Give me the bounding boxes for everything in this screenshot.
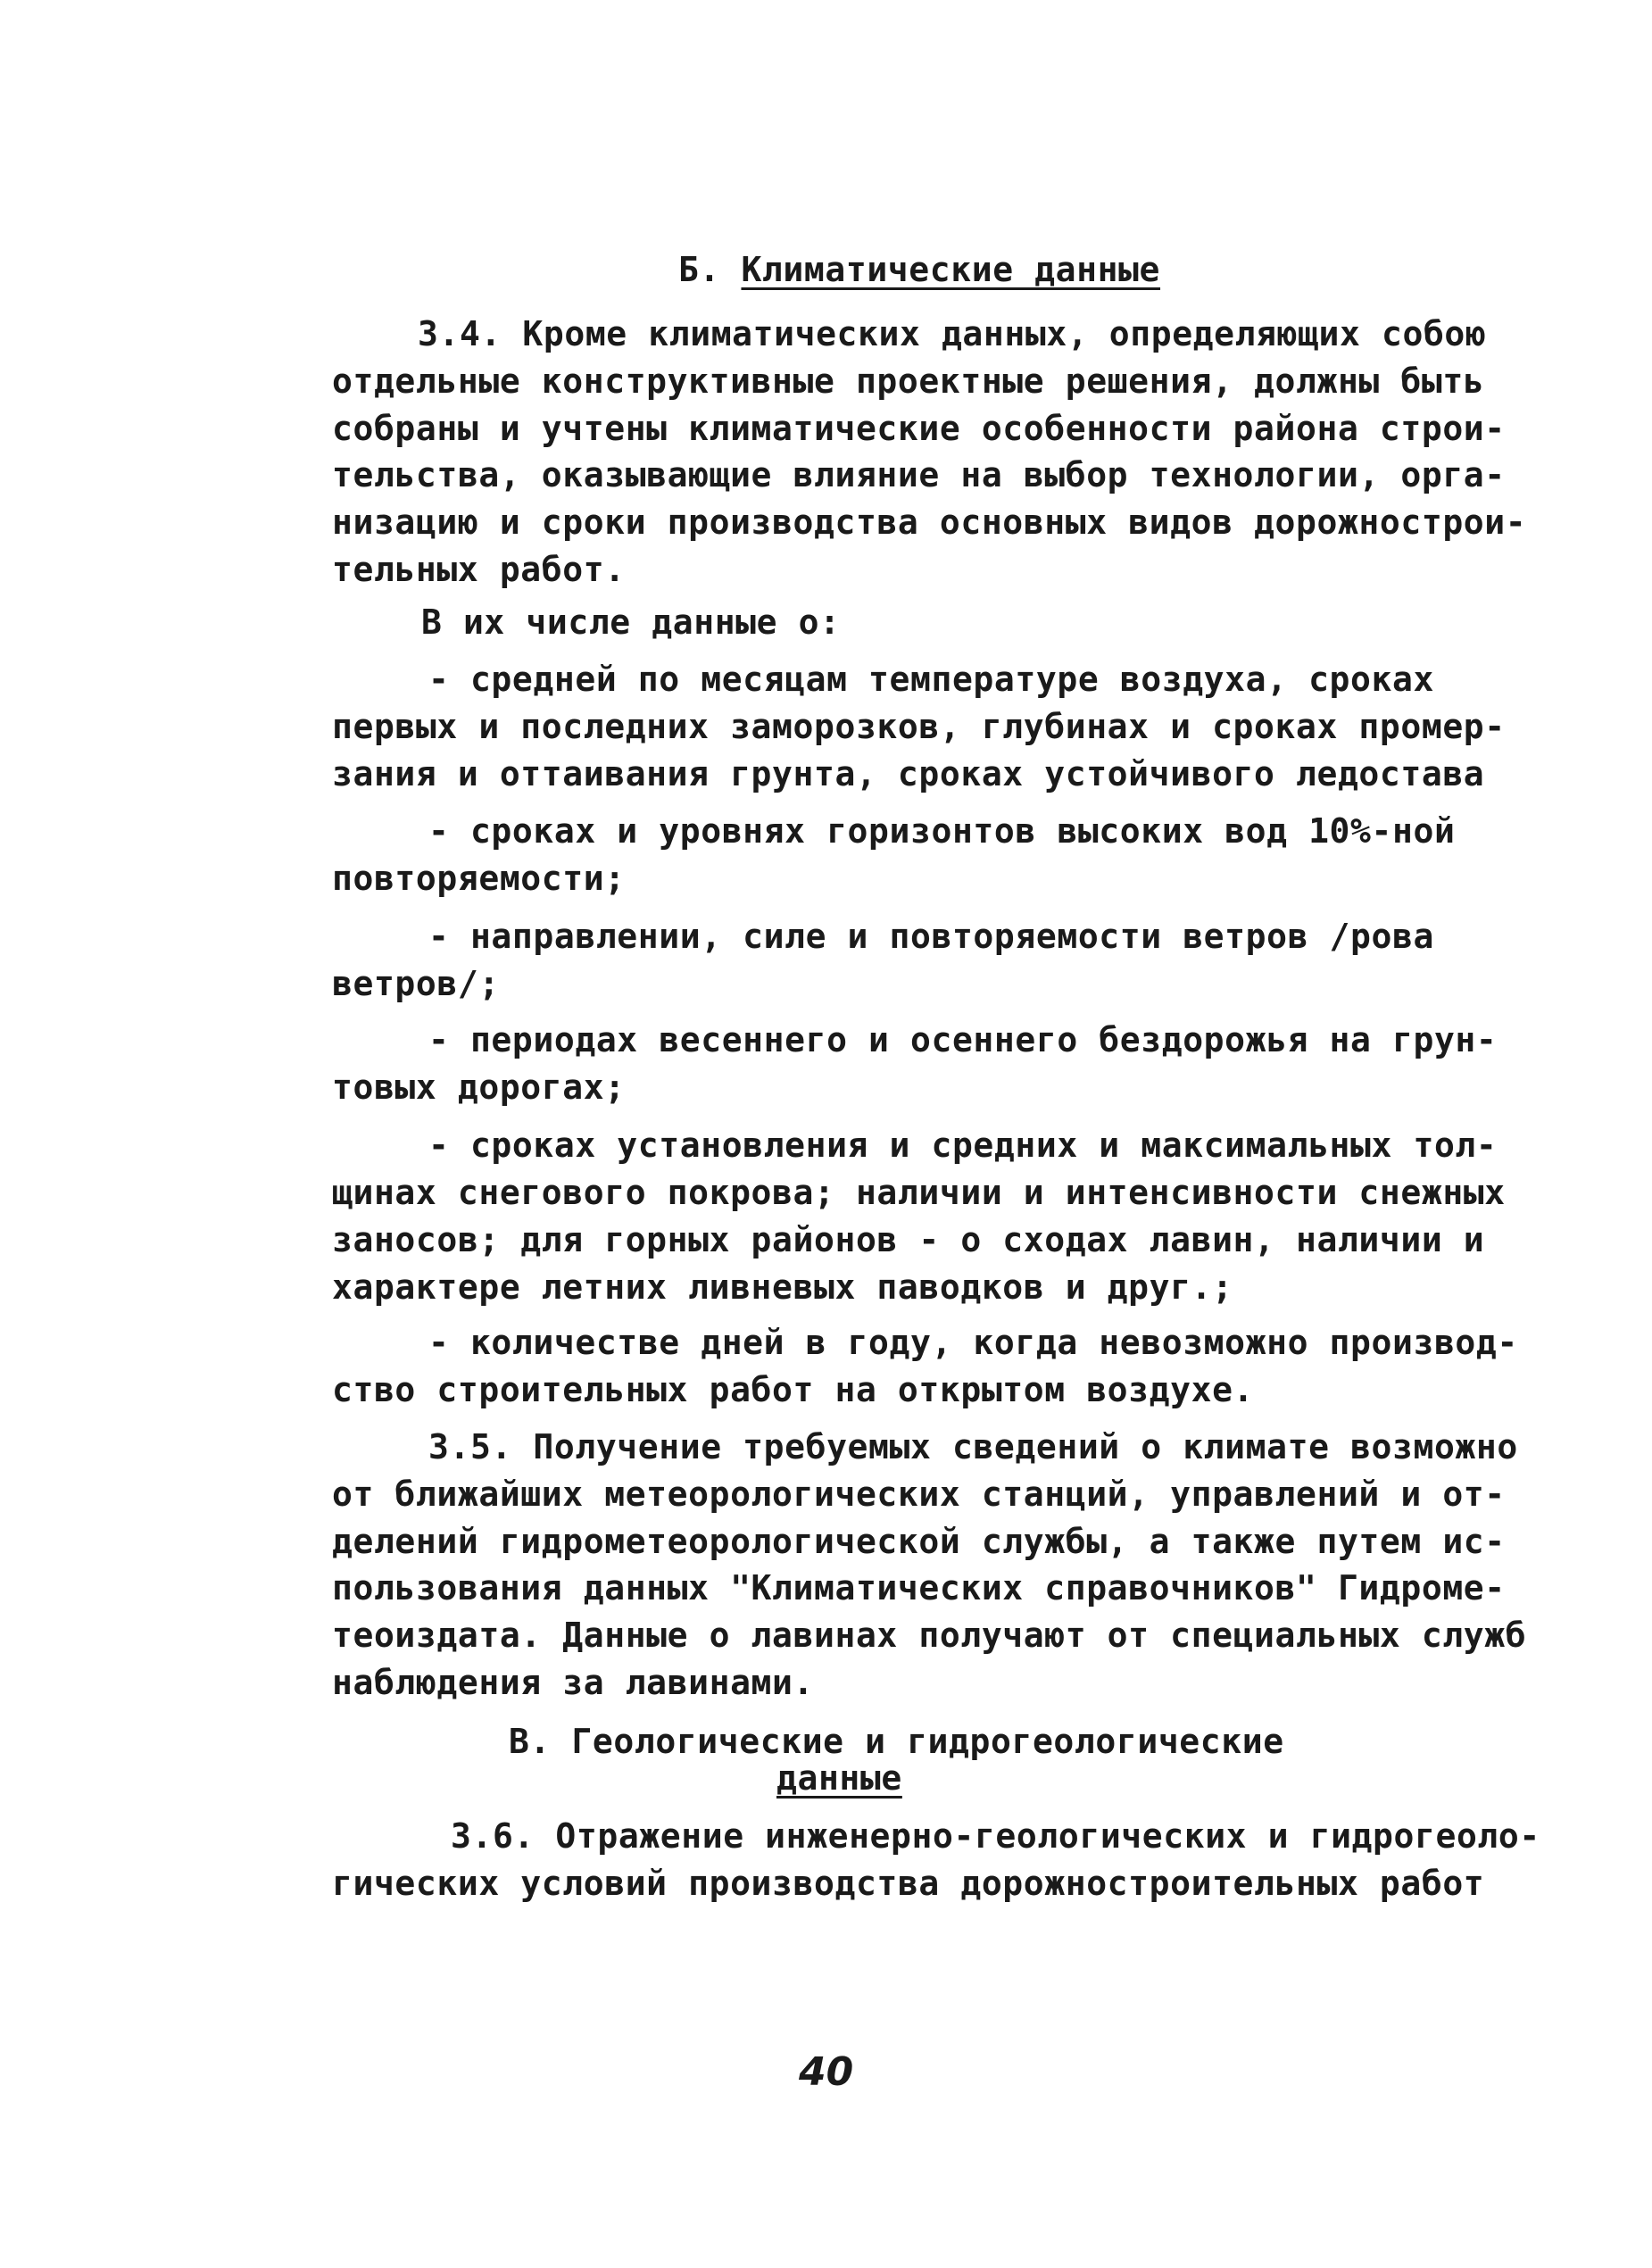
paragraph-3-4-line: собраны и учтены климатические особенности района строи-: [332, 409, 1506, 448]
section-heading-climate: [678, 250, 1161, 289]
list-item-line: - сроках установления и средних и максимальных тол-: [428, 1126, 1498, 1165]
list-item-line: характере летних ливневых паводков и друг.;: [332, 1267, 1233, 1307]
paragraph-3-4-line: 3.4. Кроме климатических данных, определяющих собою: [418, 314, 1487, 353]
section-title: данные: [776, 1758, 902, 1798]
list-item-line: зания и оттаивания грунта, сроках устойчивого ледостава: [332, 754, 1485, 793]
paragraph-3-5-line: делений гидрометеорологической службы, а также путем ис-: [332, 1522, 1506, 1561]
paragraph-3-5-line: 3.5. Получение требуемых сведений о климате возможно: [428, 1427, 1518, 1466]
paragraph-3-4-line: низацию и сроки производства основных видов дорожнострои-: [332, 503, 1527, 542]
list-item-line: щинах снегового покрова; наличии и интенсивности снежных: [332, 1173, 1506, 1212]
list-item-line: - средней по месяцам температуре воздуха, сроках: [428, 660, 1434, 699]
section-title: Климатические данные: [741, 250, 1161, 289]
paragraph-3-4-line: тельства, оказывающие влияние на выбор технологии, орга-: [332, 455, 1506, 494]
list-item-line: ветров/;: [332, 964, 500, 1003]
paragraph-3-5-line: наблюдения за лавинами.: [332, 1663, 814, 1702]
list-item-line: - периодах весеннего и осеннего бездорожья на грун-: [428, 1020, 1498, 1059]
paragraph-3-5-line: от ближайших метеорологических станций, управлений и от-: [332, 1475, 1506, 1514]
paragraph-3-5-line: теоиздата. Данные о лавинах получают от специальных служб: [332, 1616, 1527, 1655]
list-intro: В их числе данные о:: [421, 602, 841, 642]
list-item-line: заносов; для горных районов - о сходах лавин, наличии и: [332, 1220, 1485, 1259]
list-item-line: - направлении, силе и повторяемости ветров /рова: [428, 917, 1434, 956]
paragraph-3-4-line: тельных работ.: [332, 550, 626, 589]
list-item-line: - количестве дней в году, когда невозможно производ-: [428, 1323, 1518, 1362]
list-item-line: товых дорогах;: [332, 1068, 626, 1107]
list-item-line: повторяемости;: [332, 859, 626, 898]
list-item-line: - сроках и уровнях горизонтов высоких вод 10%-ной: [428, 811, 1456, 851]
list-item-line: ство строительных работ на открытом воздухе.: [332, 1370, 1255, 1409]
paragraph-3-4-line: отдельные конструктивные проектные решения, должны быть: [332, 361, 1485, 401]
section-heading-geology-cont: [776, 1758, 902, 1798]
list-item-line: первых и последних заморозков, глубинах и сроках промер-: [332, 707, 1506, 746]
paragraph-3-6-line: 3.6. Отражение инженерно-геологических и гидрогеоло-: [451, 1816, 1540, 1856]
paragraph-3-6-line: гических условий производства дорожностроительных работ: [332, 1864, 1485, 1903]
section-heading-geology: В. Геологические и гидрогеологические: [509, 1722, 1284, 1761]
paragraph-3-5-line: пользования данных "Климатических справочников" Гидроме-: [332, 1568, 1506, 1608]
section-letter: Б.: [678, 250, 720, 289]
page-number: 40: [799, 2049, 854, 2095]
